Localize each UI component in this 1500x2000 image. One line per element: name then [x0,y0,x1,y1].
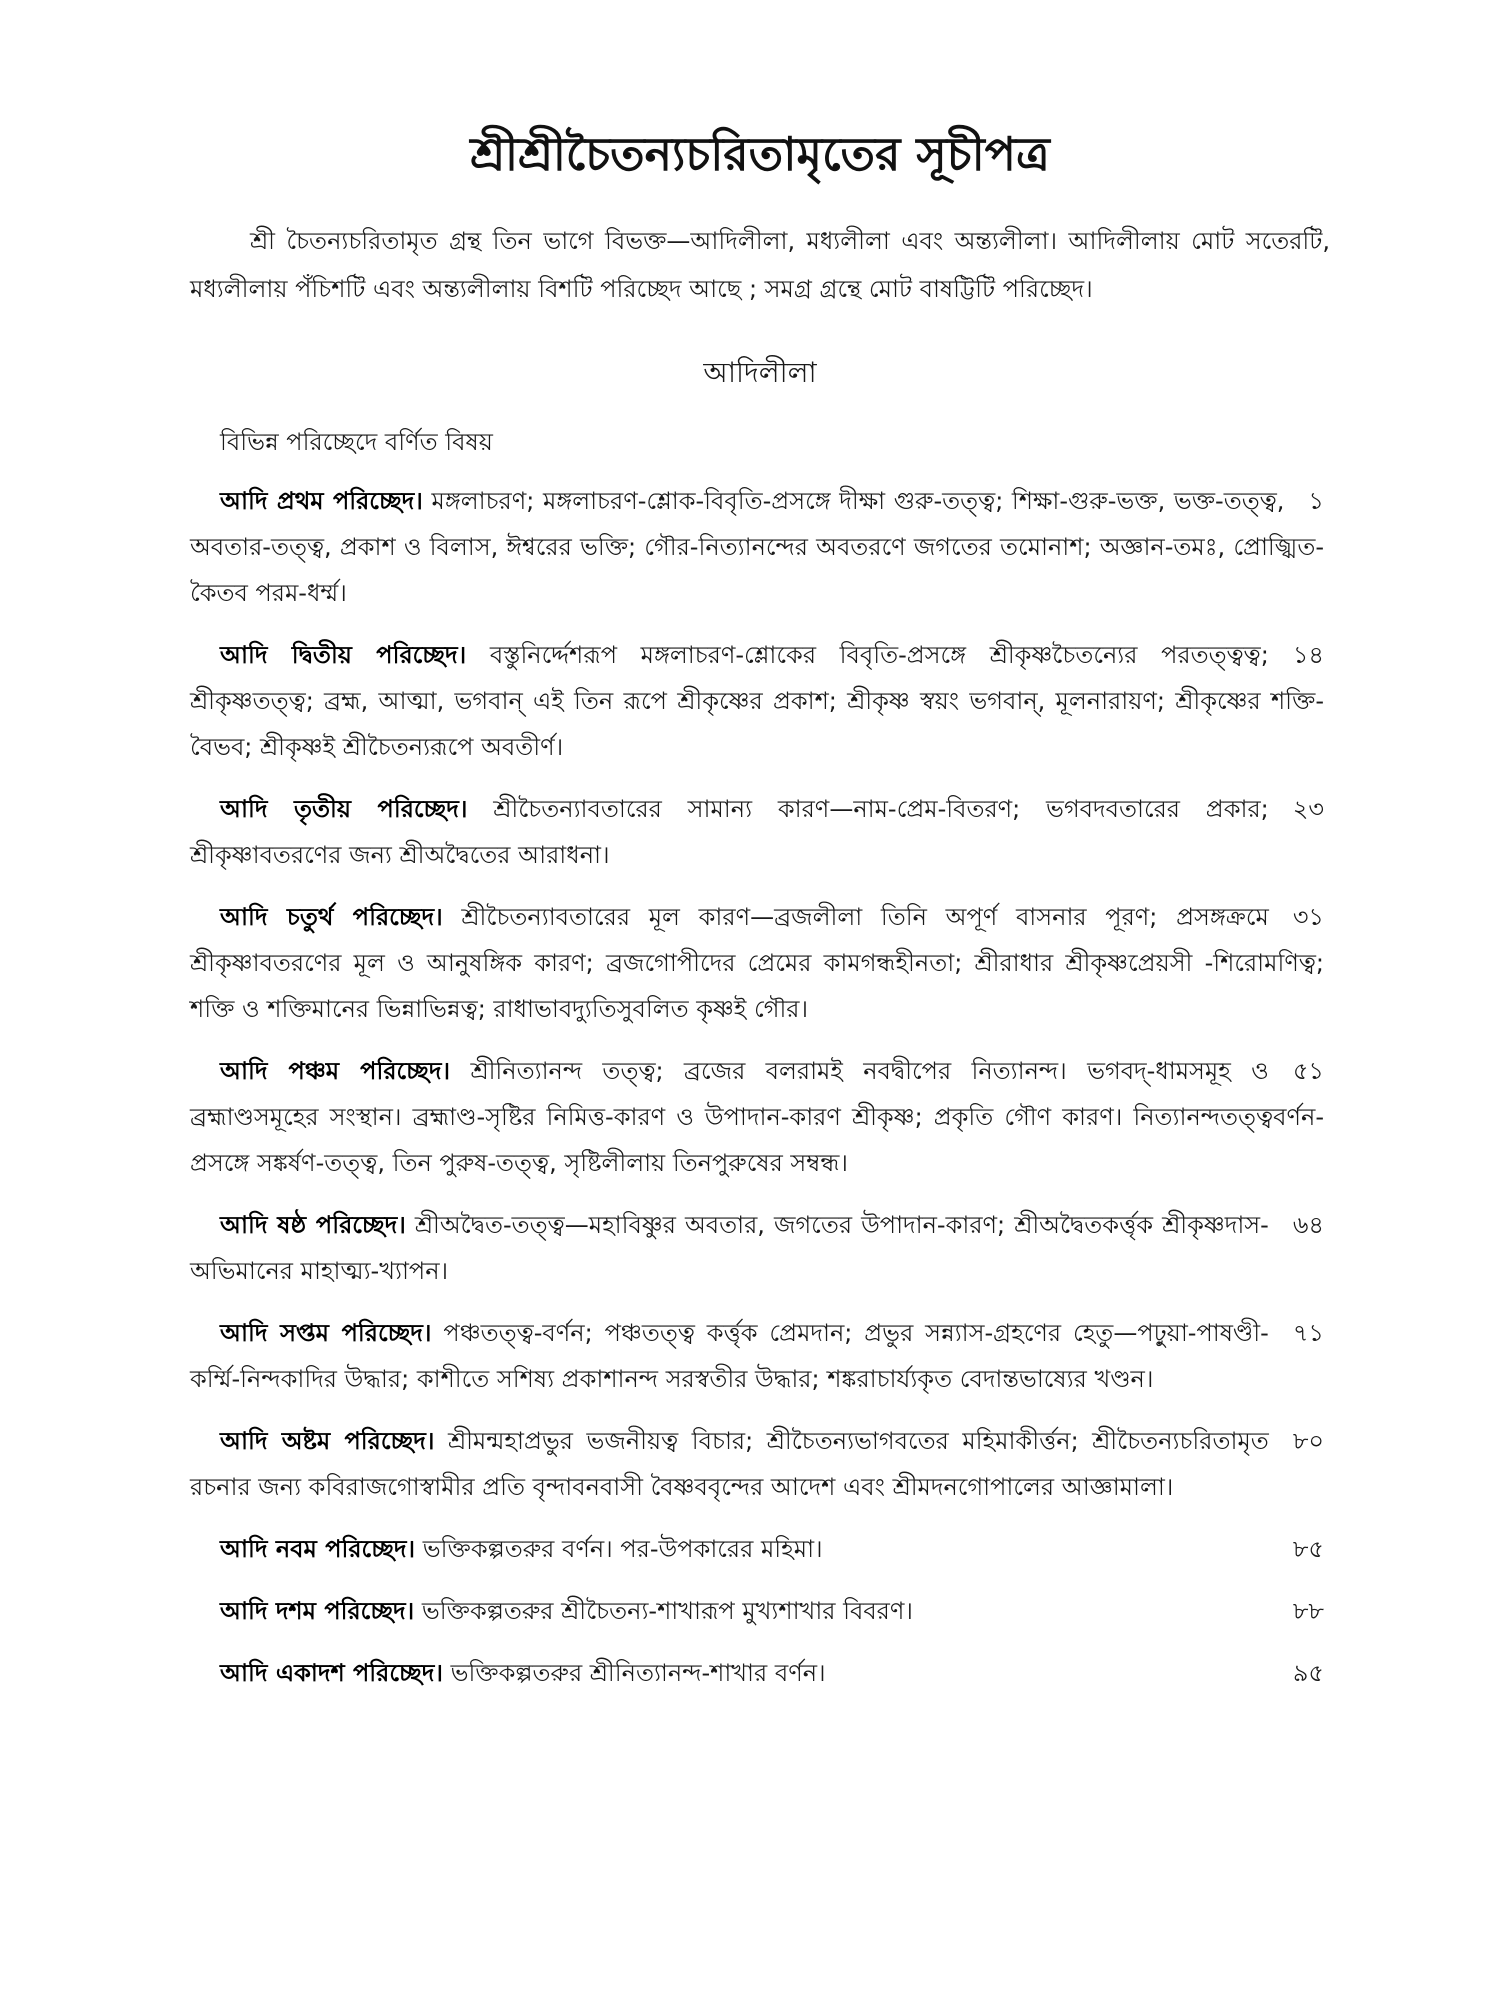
chapter-page-number: ১ [1308,486,1324,515]
chapter-entry [190,786,1330,878]
chapter-title: আদি পঞ্চম পরিচ্ছেদ। [220,1056,451,1085]
chapter-title: আদি একাদশ পরিচ্ছেদ। [220,1658,443,1687]
section-heading: আদিলীলা [703,355,817,389]
chapter-page-number: ৮৮ [1292,1596,1324,1625]
chapter-entry [190,1202,1330,1294]
chapter-description: ভক্তিকল্পতরুর শ্রীনিত্যানন্দ-শাখার বর্ণন। [450,1658,826,1687]
chapter-page-number: ৯৫ [1292,1658,1324,1687]
chapter-title: আদি দশম পরিচ্ছেদ। [220,1596,415,1625]
chapter-description: ভক্তিকল্পতরুর বর্ণন। পর-উপকারের মহিমা। [422,1534,823,1563]
chapter-entry [190,1588,1330,1634]
chapter-page-number: ৫১ [1292,1056,1324,1085]
chapter-page-number: ৮৫ [1292,1534,1324,1563]
chapter-page-number: ৭১ [1292,1318,1324,1347]
chapter-page-number: ৩১ [1292,902,1324,931]
chapter-entry [190,1048,1330,1186]
subheading: বিভিন্ন পরিচ্ছেদে বর্ণিত বিষয় [220,427,493,456]
chapter-page-number: ১৪ [1292,640,1324,669]
intro-paragraph: শ্রী চৈতন্যচরিতামৃত গ্রন্থ তিন ভাগে বিভক্ত—আদিলীলা, মধ্যলীলা এবং অন্ত্যলীলা। আদিলীলায় মোট সতেরটি, মধ্যলীলায় পঁচিশটি এবং অন্ত্যলীলায় বিশটি পরিচ্ছেদ আছে ; সমগ্র গ্রন্থে মোট বাষট্টিটি পরিচ্ছেদ। [190,226,1330,303]
chapter-description: শ্রীনিত্যানন্দ তত্ত্ব; ব্রজের বলরামই নবদ্বীপের নিত্যানন্দ। ভগবদ্-ধামসমূহ ও ব্রহ্মাণ্ডসমূহের সংস্থান। ব্রহ্মাণ্ড-সৃষ্টির নিমিত্ত-কারণ ও উপাদান-কারণ শ্রীকৃষ্ণ; প্রকৃতি গৌণ কারণ। নিত্যানন্দতত্ত্ববর্ণন-প্রসঙ্গে সঙ্কর্ষণ-তত্ত্ব, তিন পুরুষ-তত্ত্ব, সৃষ্টিলীলায় তিনপুরুষের সম্বন্ধ। [190,1056,1324,1177]
chapter-description: মঙ্গলাচরণ; মঙ্গলাচরণ-শ্লোক-বিবৃতি-প্রসঙ্গে দীক্ষা গুরু-তত্ত্ব; শিক্ষা-গুরু-ভক্ত, ভক্ত-তত্ত্ব, অবতার-তত্ত্ব, প্রকাশ ও বিলাস, ঈশ্বরের ভক্তি; গৌর-নিত্যানন্দের অবতরণে জগতের তমোনাশ; অজ্ঞান-তমঃ, প্রোজ্ঝিত-কৈতব পরম-ধর্ম্ম। [190,486,1324,607]
chapter-entry [190,894,1330,1032]
chapter-entry [190,632,1330,770]
chapter-description: শ্রীচৈতন্যাবতারের সামান্য কারণ—নাম-প্রেম-বিতরণ; ভগবদবতারের প্রকার; শ্রীকৃষ্ণাবতরণের জন্য শ্রীঅদ্বৈতের আরাধনা। [190,794,1269,869]
chapter-title: আদি তৃতীয় পরিচ্ছেদ। [220,794,468,823]
chapter-list [190,478,1330,1696]
chapter-description: বস্তুনির্দ্দেশরূপ মঙ্গলাচরণ-শ্লোকের বিবৃতি-প্রসঙ্গে শ্রীকৃষ্ণচৈতন্যের পরতত্ত্বত্ব; শ্রীকৃষ্ণতত্ত্ব; ব্রহ্ম, আত্মা, ভগবান্ এই তিন রূপে শ্রীকৃষ্ণের প্রকাশ; শ্রীকৃষ্ণ স্বয়ং ভগবান্, মূলনারায়ণ; শ্রীকৃষ্ণের শক্তি-বৈভব; শ্রীকৃষ্ণই শ্রীচৈতন্যরূপে অবতীর্ণ। [190,640,1324,761]
chapter-description: শ্রীঅদ্বৈত-তত্ত্ব—মহাবিষ্ণুর অবতার, জগতের উপাদান-কারণ; শ্রীঅদ্বৈতকর্ত্তৃক শ্রীকৃষ্ণদাস-অভিমানের মাহাত্ম্য-খ্যাপন। [190,1210,1269,1285]
chapter-description: ভক্তিকল্পতরুর শ্রীচৈতন্য-শাখারূপ মুখ্যশাখার বিবরণ। [421,1596,913,1625]
chapter-entry [190,478,1330,616]
chapter-description: শ্রীমন্মহাপ্রভুর ভজনীয়ত্ব বিচার; শ্রীচৈতন্যভাগবতের মহিমাকীর্ত্তন; শ্রীচৈতন্যচরিতামৃত রচনার জন্য কবিরাজগোস্বামীর প্রতি বৃন্দাবনবাসী বৈষ্ণববৃন্দের আদেশ এবং শ্রীমদনগোপালের আজ্ঞামালা। [190,1426,1269,1501]
document-page [190,125,1330,1712]
chapter-title: আদি দ্বিতীয় পরিচ্ছেদ। [220,640,467,669]
chapter-title: আদি ষষ্ঠ পরিচ্ছেদ। [220,1210,406,1239]
chapter-page-number: ৬৪ [1292,1210,1324,1239]
page-title: শ্রীশ্রীচৈতন্যচরিতামৃতের সূচীপত্র [470,127,1050,181]
chapter-title: আদি প্রথম পরিচ্ছেদ। [220,486,423,515]
chapter-page-number: ৮০ [1292,1426,1324,1455]
chapter-title: আদি চতুর্থ পরিচ্ছেদ। [220,902,443,931]
chapter-title: আদি সপ্তম পরিচ্ছেদ। [220,1318,432,1347]
chapter-entry [190,1418,1330,1510]
chapter-entry [190,1650,1330,1696]
chapter-page-number: ২৩ [1292,794,1324,823]
chapter-entry [190,1526,1330,1572]
chapter-description: শ্রীচৈতন্যাবতারের মূল কারণ—ব্রজলীলা তিনি অপূর্ণ বাসনার পূরণ; প্রসঙ্গক্রমে শ্রীকৃষ্ণাবতরণের মূল ও আনুষঙ্গিক কারণ; ব্রজগোপীদের প্রেমের কামগন্ধহীনতা; শ্রীরাধার শ্রীকৃষ্ণপ্রেয়সী -শিরোমণিত্ব; শক্তি ও শক্তিমানের ভিন্নাভিন্নত্ব; রাধাভাবদ্যুতিসুবলিত কৃষ্ণই গৌর। [190,902,1324,1023]
chapter-description: পঞ্চতত্ত্ব-বর্ণন; পঞ্চতত্ত্ব কর্ত্তৃক প্রেমদান; প্রভুর সন্ন্যাস-গ্রহণের হেতু—পঢ়ুয়া-পাষণ্ডী-কর্ম্মি-নিন্দকাদির উদ্ধার; কাশীতে সশিষ্য প্রকাশানন্দ সরস্বতীর উদ্ধার; শঙ্করাচার্য্যকৃত বেদান্তভাষ্যের খণ্ডন। [190,1318,1269,1393]
chapter-title: আদি অষ্টম পরিচ্ছেদ। [220,1426,435,1455]
chapter-title: আদি নবম পরিচ্ছেদ। [220,1534,416,1563]
chapter-entry [190,1310,1330,1402]
